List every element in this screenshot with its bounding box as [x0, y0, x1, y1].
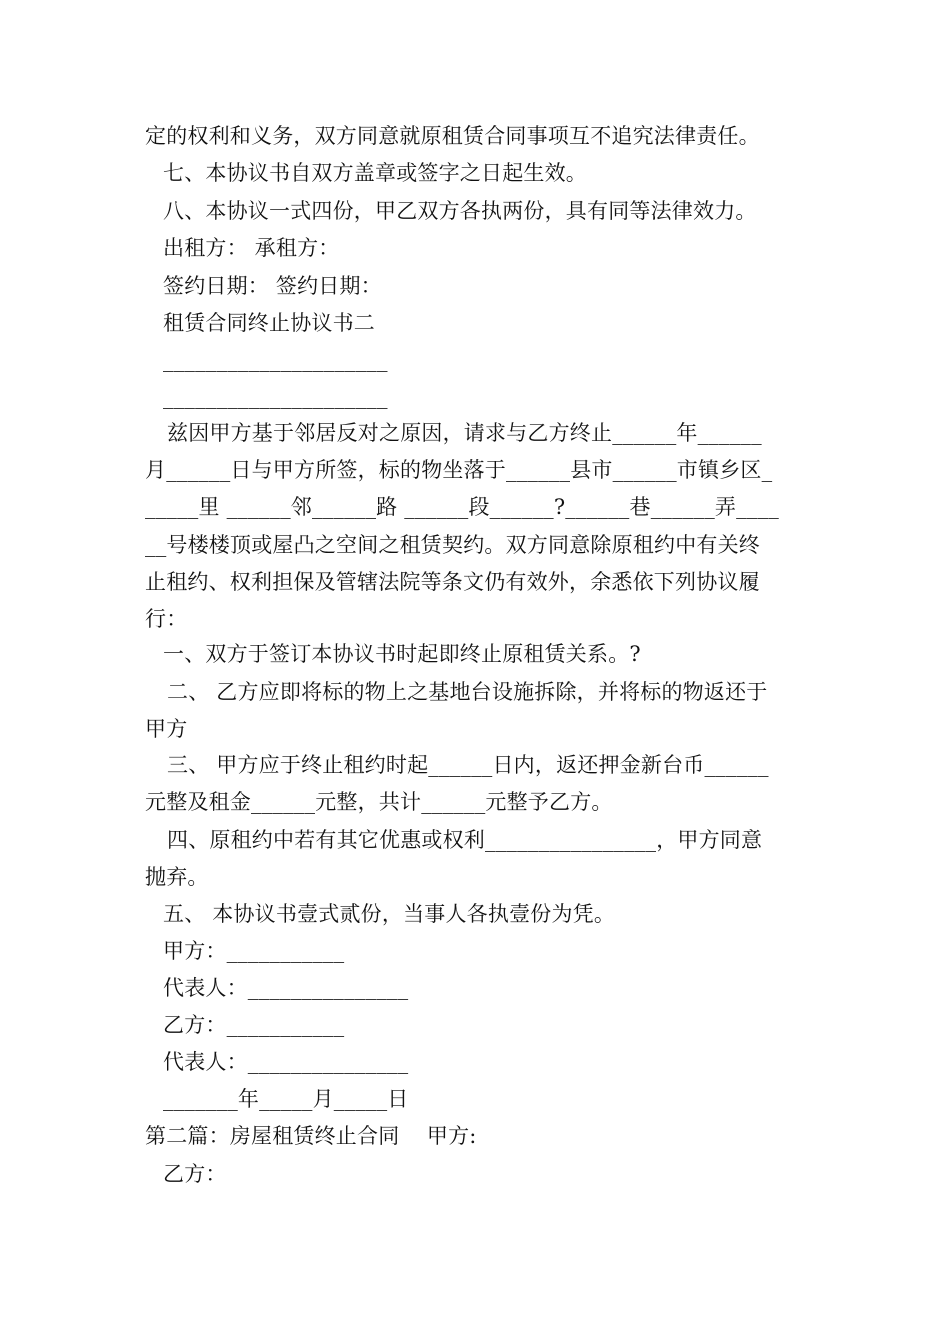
section-heading: 第二篇：房屋租赁终止合同 甲方:	[145, 1124, 477, 1148]
text-line: 出租方： 承租方：	[163, 236, 340, 260]
text-line: __号楼楼顶或屋凸之空间之租赁契约。双方同意除原租约中有关终	[145, 533, 760, 557]
text-line: 行：	[145, 607, 188, 631]
text-line: 元整及租金______元整，共计______元整予乙方。	[145, 790, 613, 814]
signature-field: 甲方：___________	[163, 939, 345, 963]
signature-field: 乙方：___________	[163, 1013, 345, 1037]
text-line: 定的权利和义务，双方同意就原租赁合同事项互不追究法律责任。	[145, 124, 760, 148]
blank-line: _____________________	[163, 385, 388, 409]
text-line: 五、 本协议书壹式贰份，当事人各执壹份为凭。	[163, 902, 616, 926]
text-line: 止租约、权利担保及管辖法院等条文仍有效外，余悉依下列协议履	[145, 570, 760, 594]
text-line: 八、本协议一式四份，甲乙双方各执两份，具有同等法律效力。	[163, 199, 757, 223]
signature-field: 代表人：_______________	[163, 976, 409, 1000]
text-line: 签约日期： 签约日期：	[163, 274, 382, 298]
signature-field: 代表人：_______________	[163, 1050, 409, 1074]
text-line: 三、 甲方应于终止租约时起______日内，返还押金新台币______	[167, 753, 769, 777]
text-line: 七、本协议书自双方盖章或签字之日起生效。	[163, 161, 587, 185]
text-line: 四、原租约中若有其它优惠或权利________________，甲方同意	[167, 828, 763, 852]
text-line: 二、 乙方应即将标的物上之基地台设施拆除，并将标的物返还于	[167, 680, 768, 704]
text-line: 租赁合同终止协议书二	[163, 311, 375, 335]
text-line: _____里 ______邻______路 ______段______?______巷______弄____	[145, 495, 779, 519]
text-line: 月______日与甲方所签，标的物坐落于______县市______市镇乡区_	[145, 458, 773, 482]
text-line: 一、双方于签订本协议书时起即终止原租赁关系。?	[163, 642, 641, 666]
text-line: 抛弃。	[145, 865, 209, 889]
date-field: _______年_____月_____日	[163, 1087, 409, 1111]
text-line: 乙方：	[163, 1162, 227, 1186]
blank-line: _____________________	[163, 348, 388, 372]
text-line: 甲方	[145, 717, 188, 741]
text-line: 兹因甲方基于邻居反对之原因，请求与乙方终止______年______	[167, 421, 762, 445]
